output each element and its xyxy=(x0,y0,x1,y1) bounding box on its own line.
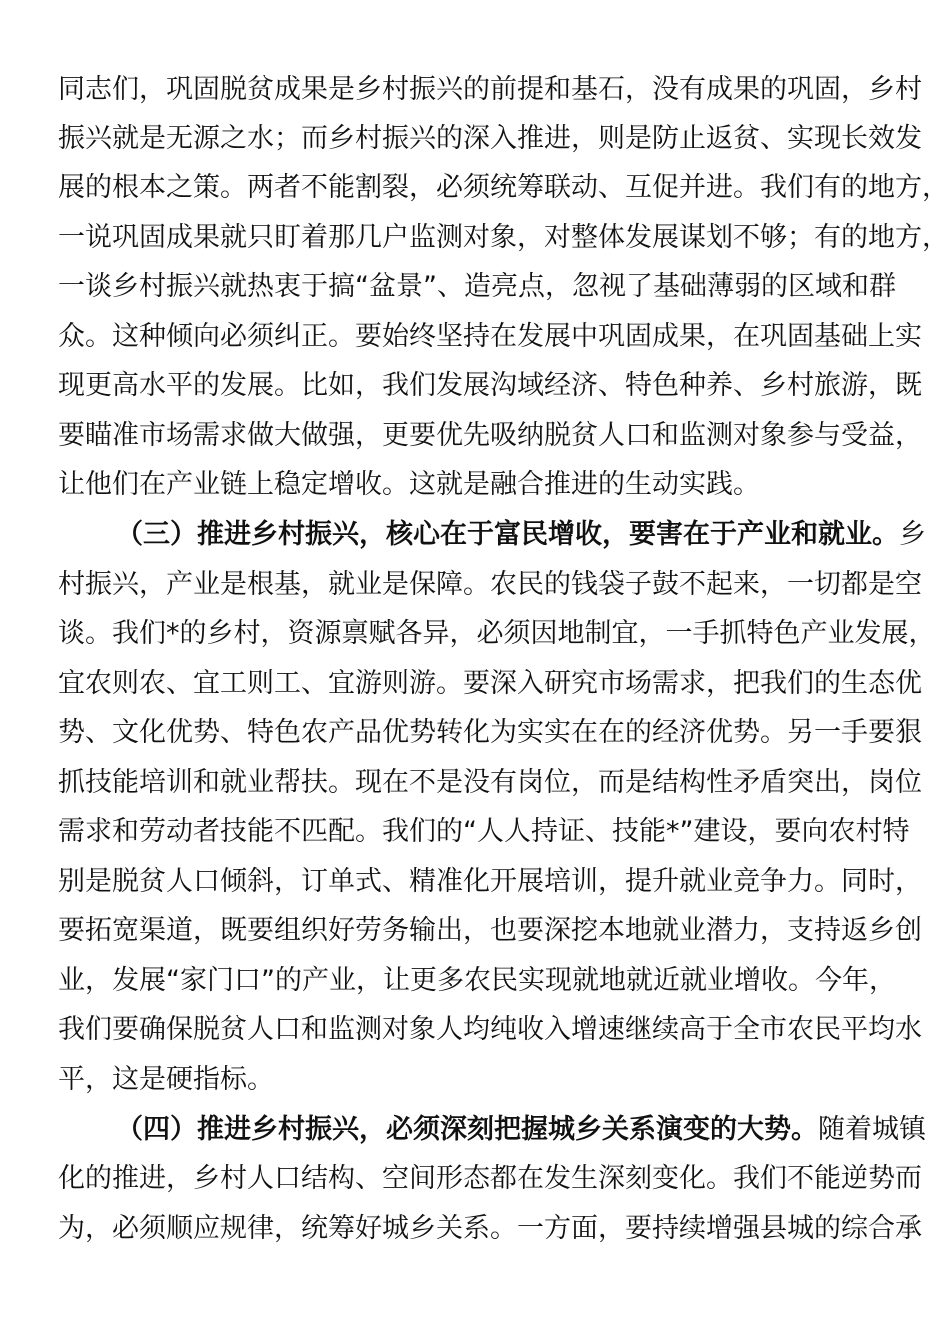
paragraph-2-line-10: 业，发展“家门口”的产业，让更多农民实现就地就近就业增收。今年， xyxy=(58,965,896,996)
paragraph-3-line-2: 化的推进，乡村人口结构、空间形态都在发生深刻变化。我们不能逆势而 xyxy=(58,1163,922,1194)
paragraph-3-heading: （四）推进乡村振兴，必须深刻把握城乡关系演变的大势。 xyxy=(116,1114,818,1145)
paragraph-2-line-9: 要拓宽渠道，既要组织好劳务输出，也要深挖本地就业潜力，支持返乡创 xyxy=(58,915,922,946)
paragraph-3-first-line-rest: 随着城镇 xyxy=(818,1114,926,1145)
paragraph-2-line-12: 平，这是硬指标。 xyxy=(58,1064,274,1095)
paragraph-1-line-8: 要瞄准市场需求做大做强，更要优先吸纳脱贫人口和监测对象参与受益， xyxy=(58,420,922,451)
paragraph-2-heading: （三）推进乡村振兴，核心在于富民增收，要害在于产业和就业。 xyxy=(116,519,899,550)
paragraph-1-line-6: 众。这种倾向必须纠正。要始终坚持在发展中巩固成果，在巩固基础上实 xyxy=(58,321,922,352)
paragraph-2-line-7: 需求和劳动者技能不匹配。我们的“人人持证、技能*”建设，要向农村特 xyxy=(58,816,910,847)
paragraph-3-first-line xyxy=(116,1110,926,1150)
paragraph-1-line-4: 一说巩固成果就只盯着那几户监测对象，对整体发展谋划不够；有的地方， xyxy=(58,222,949,253)
paragraph-2-line-3: 谈。我们*的乡村，资源禀赋各异，必须因地制宜，一手抓特色产业发展， xyxy=(58,618,936,649)
paragraph-1-line-3: 展的根本之策。两者不能割裂，必须统筹联动、互促并进。我们有的地方， xyxy=(58,172,949,203)
paragraph-2-line-2: 村振兴，产业是根基，就业是保障。农民的钱袋子鼓不起来，一切都是空 xyxy=(58,569,922,600)
paragraph-2-first-line-rest: 乡 xyxy=(899,519,926,550)
paragraph-1-line-2: 振兴就是无源之水；而乡村振兴的深入推进，则是防止返贫、实现长效发 xyxy=(58,123,922,154)
paragraph-2-line-4: 宜农则农、宜工则工、宜游则游。要深入研究市场需求，把我们的生态优 xyxy=(58,668,922,699)
paragraph-1-line-7: 现更高水平的发展。比如，我们发展沟域经济、特色种养、乡村旅游，既 xyxy=(58,370,922,401)
paragraph-2-line-8: 别是脱贫人口倾斜，订单式、精准化开展培训，提升就业竞争力。同时， xyxy=(58,866,922,897)
paragraph-2-line-11: 我们要确保脱贫人口和监测对象人均纯收入增速继续高于全市农民平均水 xyxy=(58,1014,922,1045)
paragraph-1-line-5: 一谈乡村振兴就热衷于搞“盆景”、造亮点，忽视了基础薄弱的区域和群 xyxy=(58,271,896,302)
paragraph-3-line-3: 为，必须顺应规律，统筹好城乡关系。一方面，要持续增强县城的综合承 xyxy=(58,1213,922,1244)
paragraph-2-first-line xyxy=(116,515,926,555)
paragraph-2-line-5: 势、文化优势、特色农产品优势转化为实实在在的经济优势。另一手要狠 xyxy=(58,717,922,748)
paragraph-1-line-9: 让他们在产业链上稳定增收。这就是融合推进的生动实践。 xyxy=(58,469,760,500)
paragraph-1-line-1: 同志们，巩固脱贫成果是乡村振兴的前提和基石，没有成果的巩固，乡村 xyxy=(58,74,922,105)
paragraph-2-line-6: 抓技能培训和就业帮扶。现在不是没有岗位，而是结构性矛盾突出，岗位 xyxy=(58,767,922,798)
